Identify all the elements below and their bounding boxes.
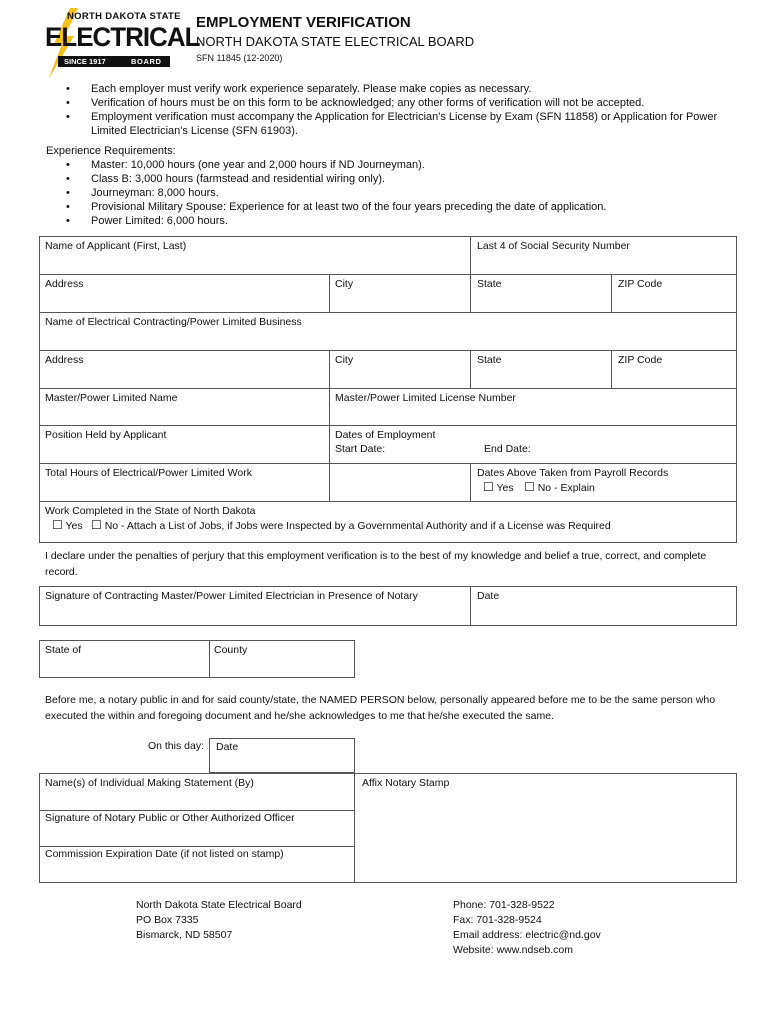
dates-employment-label: Dates of Employment (335, 429, 436, 441)
on-this-day-label: On this day: (147, 740, 204, 752)
work-nd-no-label: No - Attach a List of Jobs, if Jobs were Inspected by a Governmental Authority and if a License was Required (104, 520, 611, 532)
business-name-field[interactable]: Name of Electrical Contracting/Power Limited Business (45, 316, 302, 328)
checkbox-icon[interactable]: ☐ (483, 480, 494, 494)
footer-po-box: PO Box 7335 (136, 914, 199, 926)
checkbox-icon[interactable]: ☐ (52, 518, 63, 532)
work-nd-yes-option[interactable] (52, 519, 83, 533)
commission-expiration-field[interactable]: Commission Expiration Date (if not listed on stamp) (45, 848, 284, 860)
list-item: • Each employer must verify work experience separately. Please make copies as necessary. (66, 82, 726, 96)
payroll-label: Dates Above Taken from Payroll Records (477, 467, 669, 479)
footer-org: North Dakota State Electrical Board (136, 899, 302, 911)
list-item: • Employment verification must accompany the Application for Electrician's License by Exam (SFN 11858) or Application for Power Limited Electrician's License (SFN 61903). (66, 110, 726, 138)
notary-signature-field[interactable]: Signature of Notary Public or Other Authorized Officer (45, 812, 295, 824)
payroll-no-option[interactable] (524, 481, 595, 495)
board-logo (40, 8, 200, 78)
footer-email[interactable]: Email address: electric@nd.gov (453, 929, 601, 941)
notary-statement: Before me, a notary public in and for said county/state, the NAMED PERSON below, personally appeared before me to be the same person who executed the within and foregoing document and he/she acknowledges to me that he/she executed the same. (45, 694, 716, 722)
experience-label: Experience Requirements: (46, 145, 176, 157)
list-item: • Class B: 3,000 hours (farmstead and residential wiring only). (66, 172, 726, 186)
declaration-text: I declare under the penalties of perjury that this employment verification is to the best of my knowledge and belief a true, correct, and complete record. (45, 550, 707, 578)
business-address-field[interactable]: Address (45, 354, 84, 366)
list-item: • Provisional Military Spouse: Experience for at least two of the four years preceding the date of application. (66, 200, 726, 214)
applicant-state-field[interactable]: State (477, 278, 502, 290)
end-date-field[interactable]: End Date: (484, 443, 531, 455)
page-subtitle: NORTH DAKOTA STATE ELECTRICAL BOARD (196, 34, 475, 49)
master-license-field[interactable]: Master/Power Limited License Number (335, 392, 516, 404)
county-field[interactable]: County (214, 644, 248, 656)
notary-date-field[interactable]: Date (216, 741, 239, 753)
work-nd-no-option[interactable] (91, 519, 611, 533)
footer-phone: Phone: 701-328-9522 (453, 899, 555, 911)
logo-top-text: NORTH DAKOTA STATE (67, 11, 181, 22)
position-field[interactable]: Position Held by Applicant (45, 429, 167, 441)
form-number: SFN 11845 (12-2020) (196, 53, 283, 63)
payroll-yes-label: Yes (496, 482, 514, 494)
footer-city: Bismarck, ND 58507 (136, 929, 233, 941)
list-item: • Master: 10,000 hours (one year and 2,000 hours if ND Journeyman). (66, 158, 726, 172)
applicant-city-field[interactable]: City (335, 278, 354, 290)
list-item: • Journeyman: 8,000 hours. (66, 186, 726, 200)
master-name-field[interactable]: Master/Power Limited Name (45, 392, 178, 404)
checkbox-icon[interactable]: ☐ (91, 518, 102, 532)
footer-address (136, 898, 302, 943)
experience-list (66, 158, 726, 228)
start-date-field[interactable]: Start Date: (335, 443, 386, 455)
work-nd-label: Work Completed in the State of North Dakota (45, 505, 256, 517)
footer-contact (453, 898, 601, 958)
signature-date-field[interactable]: Date (477, 590, 500, 602)
applicant-zip-field[interactable]: ZIP Code (618, 278, 663, 290)
business-state-field[interactable]: State (477, 354, 502, 366)
state-county-table (39, 640, 355, 678)
applicant-address-field[interactable]: Address (45, 278, 84, 290)
state-of-field[interactable]: State of (45, 644, 82, 656)
list-item: • Verification of hours must be on this form to be acknowledged; any other forms of verification will not be accepted. (66, 96, 726, 110)
individual-names-field[interactable]: Name(s) of Individual Making Statement (By) (45, 777, 254, 789)
logo-board-text: BOARD (131, 57, 162, 66)
notary-stamp-area: Affix Notary Stamp (362, 777, 450, 789)
payroll-yes-option[interactable] (483, 481, 514, 495)
total-hours-field[interactable]: Total Hours of Electrical/Power Limited Work (45, 467, 252, 479)
checkbox-icon[interactable]: ☐ (524, 480, 535, 494)
ssn-last4-field[interactable]: Last 4 of Social Security Number (477, 240, 630, 252)
list-item: • Power Limited: 6,000 hours. (66, 214, 726, 228)
applicant-name-field[interactable]: Name of Applicant (First, Last) (45, 240, 187, 252)
payroll-no-label: No - Explain (537, 482, 595, 494)
page-title: EMPLOYMENT VERIFICATION (196, 14, 411, 31)
logo-main-text: ELECTRICAL (45, 22, 200, 52)
footer-fax: Fax: 701-328-9524 (453, 914, 542, 926)
instructions-list (66, 82, 726, 138)
business-zip-field[interactable]: ZIP Code (618, 354, 663, 366)
footer-website[interactable]: Website: www.ndseb.com (453, 944, 574, 956)
work-nd-yes-label: Yes (65, 520, 83, 532)
logo-since-text: SINCE 1917 (64, 57, 106, 66)
business-city-field[interactable]: City (335, 354, 354, 366)
contractor-signature-field[interactable]: Signature of Contracting Master/Power Limited Electrician in Presence of Notary (45, 590, 418, 602)
